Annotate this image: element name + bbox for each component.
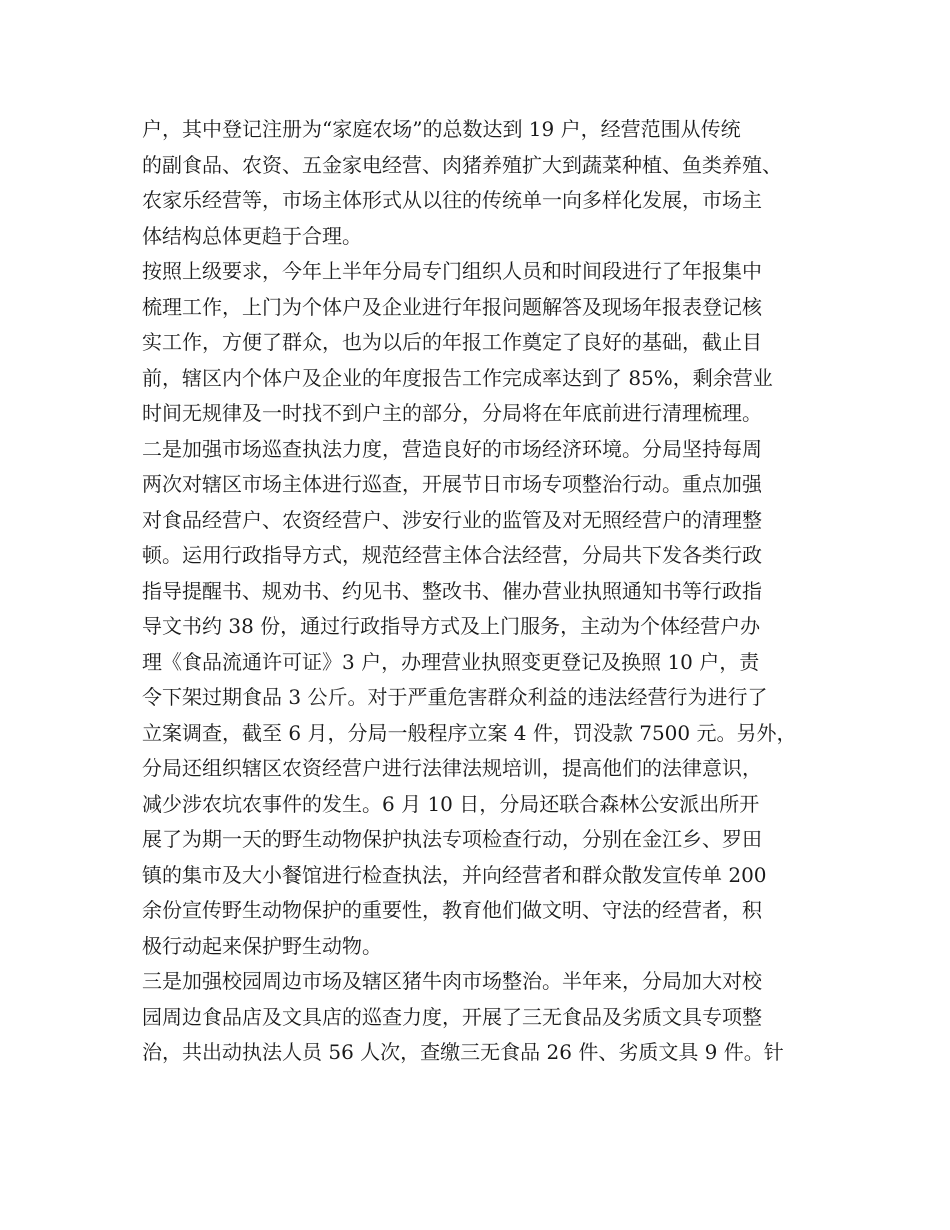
text-line: 体结构总体更趋于合理。 (142, 223, 362, 248)
text-line: 对食品经营户、农资经营户、涉安行业的监管及对无照经营户的清理整 (142, 507, 762, 532)
text-line: 治，共出动执法人员 56 人次，查缴三无食品 26 件、劣质文具 9 件。针 (142, 1040, 784, 1064)
text-line: 园周边食品店及文具店的巡查力度，开展了三无食品及劣质文具专项整 (142, 1004, 762, 1029)
text-line: 顿。运用行政指导方式，规范经营主体合法经营，分局共下发各类行政 (142, 543, 762, 567)
text-line: 极行动起来保护野生动物。 (142, 933, 382, 958)
text-line: 的副食品、农资、五金家电经营、肉猪养殖扩大到蔬菜种植、鱼类养殖、 (142, 152, 782, 177)
text-line: 展了为期一天的野生动物保护执法专项检查行动，分别在金江乡、罗田 (142, 827, 762, 851)
text-line: 两次对辖区市场主体进行巡查，开展节日市场专项整治行动。重点加强 (142, 472, 762, 496)
text-line: 分局还组织辖区农资经营户进行法律法规培训，提高他们的法律意识， (142, 756, 762, 780)
text-line: 农家乐经营等，市场主体形式从以往的传统单一向多样化发展，市场主 (142, 188, 762, 212)
text-line: 余份宣传野生动物保护的重要性，教育他们做文明、守法的经营者，积 (142, 898, 762, 922)
text-line: 户，其中登记注册为“家庭农场”的总数达到 19 户，经营范围从传统 (142, 117, 741, 141)
text-line: 立案调查，截至 6 月，分局一般程序立案 4 件，罚没款 7500 元。另外， (142, 720, 797, 745)
text-line: 令下架过期食品 3 公斤。对于严重危害群众利益的违法经营行为进行了 (142, 685, 768, 709)
text-line: 镇的集市及大小餐馆进行检查执法，并向经营者和群众散发宣传单 200 (142, 862, 767, 887)
text-line: 指导提醒书、规劝书、约见书、整改书、催办营业执照通知书等行政指 (142, 578, 762, 603)
text-line: 导文书约 38 份，通过行政指导方式及上门服务，主动为个体经营户办 (142, 614, 761, 638)
text-line: 理《食品流通许可证》3 户，办理营业执照变更登记及换照 10 户，责 (142, 649, 760, 674)
text-line: 时间无规律及一时找不到户主的部分，分局将在年底前进行清理梳理。 (142, 401, 762, 425)
text-line: 减少涉农坑农事件的发生。6 月 10 日，分局还联合森林公安派出所开 (142, 791, 760, 816)
text-line: 实工作，方便了群众，也为以后的年报工作奠定了良好的基础，截止目 (142, 330, 762, 354)
text-line: 前，辖区内个体户及企业的年度报告工作完成率达到了 85%，剩余营业 (142, 365, 773, 390)
text-line: 梳理工作，上门为个体户及企业进行年报问题解答及现场年报表登记核 (142, 294, 762, 319)
document-body (142, 112, 822, 1071)
text-line: 三是加强校园周边市场及辖区猪牛肉市场整治。半年来，分局加大对校 (142, 969, 762, 993)
text-line: 二是加强市场巡查执法力度，营造良好的市场经济环境。分局坚持每周 (142, 436, 762, 461)
text-line: 按照上级要求，今年上半年分局专门组织人员和时间段进行了年报集中 (142, 259, 762, 283)
